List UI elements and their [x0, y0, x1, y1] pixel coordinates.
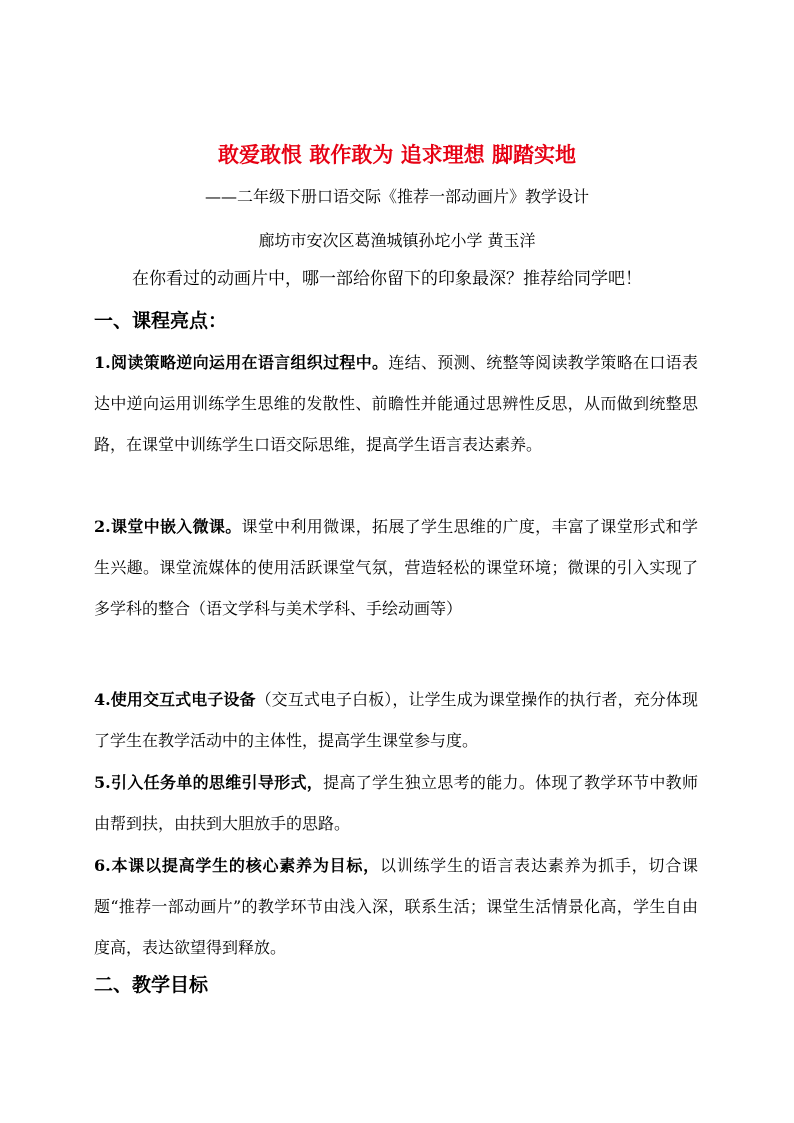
highlight-text: 课堂中利用微课，拓展了学生思维的广度，丰富了课堂形式和学生兴趣。课堂流媒体的使用活跃课堂气氛，营造轻松的课堂环境；微课的引入实现了多学科的整合（语文学科与美术学科、手绘动画等） — [94, 517, 698, 618]
document-title: 敢爱敢恨 敢作敢为 追求理想 脚踏实地 — [218, 143, 576, 167]
intro-sentence: 在你看过的动画片中，哪一部给你留下的印象最深？推荐给同学吧！ — [132, 269, 642, 289]
highlight-text: 提高了学生独立思考的能力。体现了教学环节中教师由帮到扶，由扶到大胆放手的思路。 — [94, 773, 698, 833]
author-line: 廊坊市安次区葛渔城镇孙坨小学 黄玉洋 — [258, 231, 536, 250]
highlight-paragraph — [94, 845, 698, 968]
highlight-text: 以训练学生的语言表达素养为抓手，切合课题“推荐一部动画片”的教学环节由浅入深，联系生活；课堂生活情景化高，学生自由度高，表达欲望得到释放。 — [94, 856, 698, 957]
section-heading-highlights: 一、课程亮点： — [94, 310, 228, 332]
highlight-lead: 4.使用交互式电子设备 — [94, 690, 256, 709]
highlight-lead: 2.课堂中嵌入微课。 — [94, 517, 242, 536]
highlight-lead: 1.阅读策略逆向运用在语言组织过程中。 — [94, 353, 389, 372]
highlight-lead: 6.本课以提高学生的核心素养为目标， — [94, 856, 380, 875]
document-subtitle: ——二年级下册口语交际《推荐一部动画片》教学设计 — [204, 187, 589, 206]
highlight-paragraph — [94, 506, 698, 629]
section-heading-objectives: 二、教学目标 — [94, 974, 209, 996]
highlight-text: 连结、预测、统整等阅读教学策略在口语表达中逆向运用训练学生思维的发散性、前瞻性并能通过思辨性反思，从而做到统整思路，在课堂中训练学生口语交际思维，提高学生语言表达素养。 — [94, 353, 698, 454]
highlight-lead: 5.引入任务单的思维引导形式， — [94, 773, 324, 792]
highlight-paragraph — [94, 679, 698, 761]
highlight-paragraph — [94, 762, 698, 844]
highlight-text: （交互式电子白板），让学生成为课堂操作的执行者，充分体现了学生在教学活动中的主体性，提高学生课堂参与度。 — [94, 690, 698, 750]
highlight-paragraph — [94, 342, 698, 465]
